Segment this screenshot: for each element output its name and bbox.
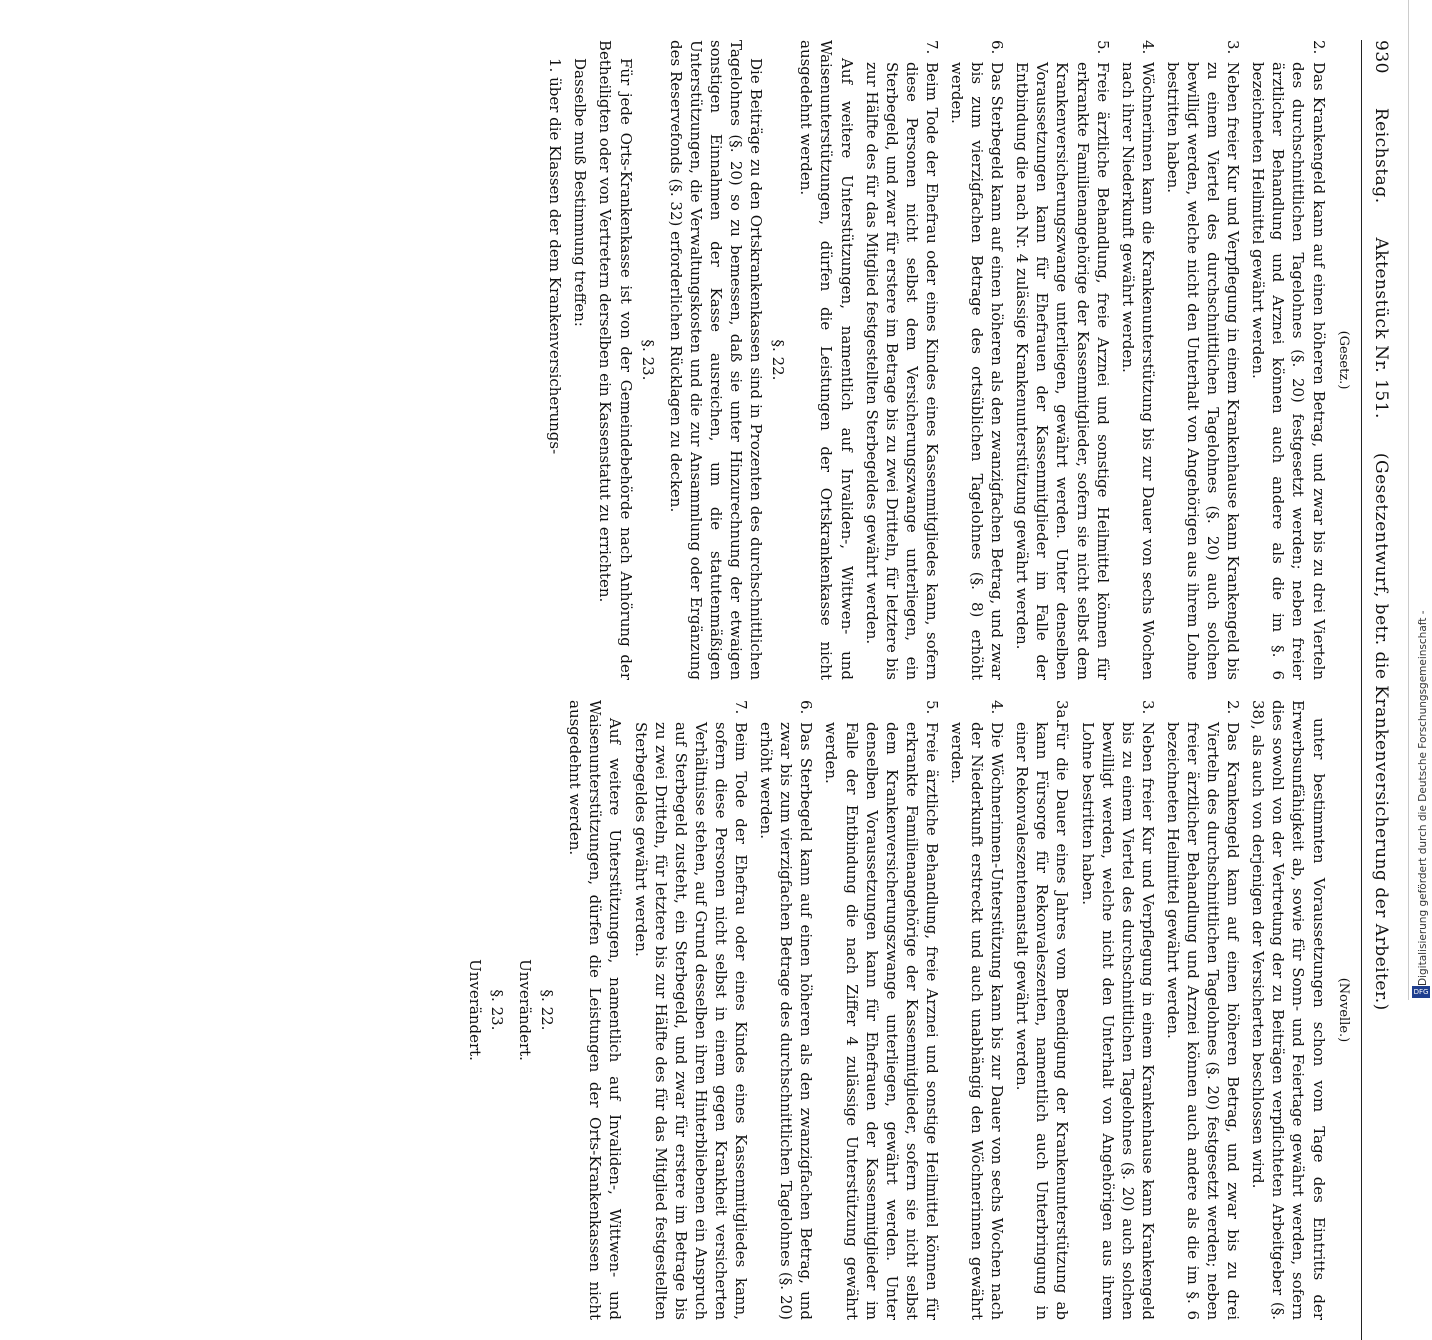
left-section-22-text: Die Beiträge zu den Ortskrankenkassen sind in Prozenten des durchschnittlichen Tagelohnes (§. 20) so zu bemessen, daß sie unter Hinzurechnung der etwaigen sonstigen Einnahmen der Kasse ausreichen, um die statutenmäßigen Unterstützungen, die Verwaltungskosten und die zur Ansammlung oder Ergänzung des Reservefonds (§. 32) erforderlichen Rücklagen zu decken.	[666, 40, 766, 680]
left-section-22-title: §. 22.	[769, 339, 788, 381]
right-item: 3. Neben freier Kur und Verpflegung in einem Krankenhause kann Krankengeld bis zu einem Viertel des durchschnittlichen Tagelohnes (§. 20) auch solchen bewilligt werden, welche nicht den Unterhalt von Angehörigen aus ihrem Lohne bestritten haben.	[1078, 700, 1157, 1320]
right-item: 6. Das Sterbegeld kann auf einen höheren als den zwanzigfachen Betrag, und zwar bis zum vierzigfachen Betrage des durchschnittlichen Tagelohnes (§. 20) erhöht werden.	[757, 700, 816, 1320]
left-after-items: Auf weitere Unterstützungen, namentlich auf Invaliden-, Wittwen- und Waisenunterstützungen, dürfen die Leistungen der Ortskrankenkasse nicht ausgedehnt werden.	[797, 40, 856, 680]
right-section-23-text: Unverändert.	[465, 959, 484, 1061]
right-section-23-title: §. 23.	[488, 989, 507, 1031]
left-item: 6. Das Sterbegeld kann auf einen höheren als den zwanzigfachen Betrag, und zwar bis zum vierzigfachen Betrage des ortsüblichen Tagelohnes (§. 8) erhöht werden.	[948, 40, 1007, 680]
header-topic: (Gesetzentwurf, betr. die Krankenversicherung der Arbeiter.)	[1371, 452, 1391, 1011]
left-column-tag: (Gesetz.)	[1336, 330, 1351, 390]
left-section-23-item1: 1. über die Klassen der dem Krankenversicherungs-	[546, 58, 565, 455]
header-title: Reichstag.	[1371, 107, 1391, 204]
left-section-23-title: §. 23.	[638, 339, 657, 381]
left-column	[540, 40, 1352, 680]
digitization-footer	[1408, 0, 1432, 1000]
left-item: 7. Beim Tode der Ehefrau oder eines Kindes eines Kassenmitgliedes kann, sofern diese Personen nicht selbst dem Versicherungszwange unterliegen, ein Sterbegeld, und zwar für erstere im Betrage bis zu zwei Dritteln, für letztere bis zur Hälfte des für das Mitglied festgestellten Sterbegeldes gewährt werden.	[862, 40, 941, 680]
left-item: 5. Freie ärztliche Behandlung, freie Arznei und sonstige Heilmittel können für erkrankte Familienangehörige der Kassenmitglieder, sofern sie nicht selbst dem Krankenversicherungszwange unterliegen, gewährt werden. Unter denselben Voraussetzungen kann für Ehefrauen der Kassenmitglieder im Falle der Entbindung die nach Nr. 4 zulässige Krankenunterstützung gewährt werden.	[1013, 40, 1112, 680]
left-item: 3. Neben freier Kur und Verpflegung in einem Krankenhause kann Krankengeld bis zu einem Viertel des durchschnittlichen Tagelohnes (§. 20) auch solchen bewilligt werden, welche nicht den Unterhalt von Angehörigen aus ihrem Lohne bestritten haben.	[1163, 40, 1243, 680]
dfg-logo: DFG	[1413, 988, 1429, 996]
right-after-items: Auf weitere Unterstützungen, namentlich auf Invaliden-, Wittwen- und Waisenunterstützungen, dürfen die Leistungen der Orts-Krankenkassen nicht ausgedehnt werden.	[566, 700, 625, 1320]
right-section-22-title: §. 22.	[538, 989, 557, 1031]
right-item: 4. Die Wöchnerinnen-Unterstützung kann bis zur Dauer von sechs Wochen nach der Niederkunft erstreckt und auch unabhängig den Wöchnerinnen gewährt werden.	[948, 700, 1007, 1320]
header-subtitle: Aktenstück Nr. 151.	[1371, 237, 1391, 419]
page-header	[1361, 40, 1392, 1340]
right-item: 2. Das Krankengeld kann auf einen höheren Betrag, und zwar bis zu drei Vierteln des durchschnittlichen Tagelohnes (§. 20) festgesetzt werden; neben freier ärztlicher Behandlung und Arznei können auch andere als die im §. 6 bezeichneten Heilmittel gewährt werden.	[1163, 700, 1243, 1320]
left-item: 4. Wöchnerinnen kann die Krankenunterstützung bis zur Dauer von sechs Wochen nach ihrer Niederkunft gewährt werden.	[1118, 40, 1157, 680]
right-item: 3a. Für die Dauer eines Jahres vom Beendigung der Krankenunterstützung ab kann Fürsorge für Rekonvaleszenten, namentlich auch Unterbringung in einer Rekonvaleszentenanstalt gewährt werden.	[1013, 700, 1072, 1320]
right-intro: unter bestimmten Voraussetzungen schon vom Tage des Eintritts der Erwerbsunfähigkeit ab, sowie für Sonn- und Feiertage gewährt werden, sofern dies sowohl von der Vertretung der zu Beiträgen verpflichteten Arbeitgeber (§. 38), als auch von derjenigen der Versicherten beschlossen wird.	[1249, 700, 1328, 1320]
left-section-23-text: Für jede Orts-Krankenkasse ist von der Gemeindebehörde nach Anhörung der Betheiligten oder von Vertretern derselben ein Kassenstatut zu errichten.	[596, 40, 635, 680]
right-item: 7. Beim Tode der Ehefrau oder eines Kindes eines Kassenmitgliedes kann, sofern diese Personen nicht selbst in einem gegen Krankheit versicherten Verhältnisse stehen, auf Grund desselben ihren Hinterbliebenen ein Anspruch auf Sterbegeld zusteht, ein Sterbegeld, und zwar für erstere im Betrage bis zu zwei Dritteln, für letztere bis zur Hälfte des für das Mitglied festgestellten Sterbegeldes gewährt werden.	[631, 700, 751, 1320]
right-column-tag: (Novelle.)	[1336, 977, 1351, 1043]
left-section-23-sub: Dasselbe muß Bestimmung treffen:	[571, 58, 590, 327]
right-section-22-text: Unverändert.	[516, 959, 535, 1061]
footer-text: Digitalisierung gefördert durch die Deutsche Forschungsgemeinschaft -	[1417, 610, 1429, 986]
left-item: 2. Das Krankengeld kann auf einen höheren Betrag, und zwar bis zu drei Vierteln des durchschnittlichen Tagelohnes (§. 20) festgesetzt werden; neben freier ärztlicher Behandlung und Arznei können auch andere als die im §. 6 bezeichneten Heilmittel gewährt werden.	[1249, 40, 1328, 680]
page-number: 930	[1371, 40, 1391, 74]
right-column	[457, 700, 1352, 1320]
right-item: 5. Freie ärztliche Behandlung, freie Arznei und sonstige Heilmittel können für erkrankte Familienangehörige der Kassenmitglieder, sofern sie nicht selbst dem Krankenversicherungszwange unterliegen, gewährt werden. Unter denselben Voraussetzungen kann für Ehefrauen der Kassenmitglieder im Falle der Entbindung die nach Ziffer 4 zulässige Unterstützung gewährt werden.	[822, 700, 941, 1320]
